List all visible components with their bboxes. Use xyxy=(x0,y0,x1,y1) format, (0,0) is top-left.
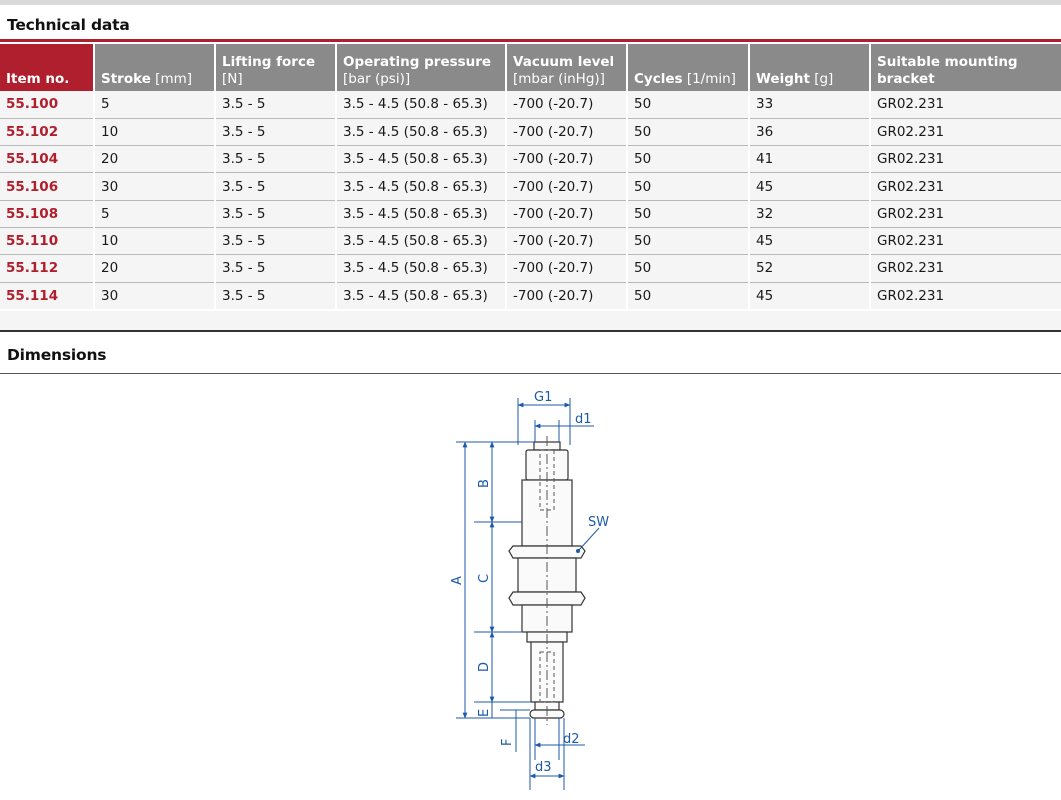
col-vacuum-level: Vacuum level [mbar (inHg)] xyxy=(506,44,627,91)
operating-pressure: 3.5 - 4.5 (50.8 - 65.3) xyxy=(336,282,506,309)
dimensions-rule xyxy=(0,373,1061,374)
cycles: 50 xyxy=(627,200,749,227)
table-row xyxy=(0,118,1061,145)
lifting-force: 3.5 - 5 xyxy=(215,146,336,173)
weight: 41 xyxy=(749,146,870,173)
cycles: 50 xyxy=(627,227,749,254)
cycles: 50 xyxy=(627,282,749,309)
lifting-force: 3.5 - 5 xyxy=(215,173,336,200)
mounting-bracket: GR02.231 xyxy=(870,146,1061,173)
table-footer-band xyxy=(0,311,1061,330)
lifting-force: 3.5 - 5 xyxy=(215,255,336,282)
stroke: 30 xyxy=(94,173,215,200)
vacuum-level: -700 (-20.7) xyxy=(506,200,627,227)
stroke: 5 xyxy=(94,200,215,227)
col-weight: Weight [g] xyxy=(749,44,870,91)
item-no: 55.108 xyxy=(0,200,94,227)
vacuum-level: -700 (-20.7) xyxy=(506,118,627,145)
mounting-bracket: GR02.231 xyxy=(870,200,1061,227)
weight: 36 xyxy=(749,118,870,145)
col-operating-pressure: Operating pressure [bar (psi)] xyxy=(336,44,506,91)
label-d: D xyxy=(477,661,492,672)
cycles: 50 xyxy=(627,255,749,282)
vacuum-level: -700 (-20.7) xyxy=(506,146,627,173)
item-no: 55.100 xyxy=(0,91,94,118)
vacuum-level: -700 (-20.7) xyxy=(506,173,627,200)
mounting-bracket: GR02.231 xyxy=(870,227,1061,254)
lifting-force: 3.5 - 5 xyxy=(215,227,336,254)
table-row xyxy=(0,282,1061,309)
table-row xyxy=(0,173,1061,200)
weight: 33 xyxy=(749,91,870,118)
operating-pressure: 3.5 - 4.5 (50.8 - 65.3) xyxy=(336,118,506,145)
mounting-bracket: GR02.231 xyxy=(870,91,1061,118)
table-row xyxy=(0,146,1061,173)
table-row xyxy=(0,227,1061,254)
technical-data-heading: Technical data xyxy=(7,16,130,34)
label-g1: G1 xyxy=(534,390,553,405)
weight: 45 xyxy=(749,173,870,200)
col-lifting-force: Lifting force [N] xyxy=(215,44,336,91)
lifting-force: 3.5 - 5 xyxy=(215,118,336,145)
vacuum-level: -700 (-20.7) xyxy=(506,282,627,309)
cycles: 50 xyxy=(627,91,749,118)
item-no: 55.110 xyxy=(0,227,94,254)
mounting-bracket: GR02.231 xyxy=(870,282,1061,309)
stroke: 5 xyxy=(94,91,215,118)
weight: 32 xyxy=(749,200,870,227)
top-rule xyxy=(0,0,1061,5)
label-c: C xyxy=(477,573,492,583)
col-mounting-bracket: Suitable mounting bracket xyxy=(870,44,1061,91)
vacuum-level: -700 (-20.7) xyxy=(506,227,627,254)
weight: 52 xyxy=(749,255,870,282)
label-a: A xyxy=(450,576,465,585)
cycles: 50 xyxy=(627,173,749,200)
section-divider xyxy=(0,330,1061,332)
weight: 45 xyxy=(749,282,870,309)
dimension-drawing xyxy=(0,376,1061,800)
label-d3: d3 xyxy=(535,760,552,775)
item-no: 55.114 xyxy=(0,282,94,309)
operating-pressure: 3.5 - 4.5 (50.8 - 65.3) xyxy=(336,200,506,227)
label-sw: SW xyxy=(588,515,610,530)
col-item-no: Item no. xyxy=(0,44,94,91)
vacuum-level: -700 (-20.7) xyxy=(506,255,627,282)
mounting-bracket: GR02.231 xyxy=(870,255,1061,282)
item-no: 55.112 xyxy=(0,255,94,282)
lifting-force: 3.5 - 5 xyxy=(215,282,336,309)
item-no: 55.104 xyxy=(0,146,94,173)
technical-data-table xyxy=(0,44,1061,309)
item-no: 55.106 xyxy=(0,173,94,200)
cycles: 50 xyxy=(627,118,749,145)
mounting-bracket: GR02.231 xyxy=(870,173,1061,200)
operating-pressure: 3.5 - 4.5 (50.8 - 65.3) xyxy=(336,173,506,200)
label-e: E xyxy=(477,708,492,717)
stroke: 30 xyxy=(94,282,215,309)
label-b: B xyxy=(477,479,492,488)
cycles: 50 xyxy=(627,146,749,173)
lifting-force: 3.5 - 5 xyxy=(215,200,336,227)
weight: 45 xyxy=(749,227,870,254)
table-row xyxy=(0,255,1061,282)
sw-leader-dot xyxy=(576,549,580,553)
col-stroke: Stroke [mm] xyxy=(94,44,215,91)
item-no: 55.102 xyxy=(0,118,94,145)
stroke: 20 xyxy=(94,146,215,173)
col-cycles: Cycles [1/min] xyxy=(627,44,749,91)
table-header-row xyxy=(0,44,1061,91)
mounting-bracket: GR02.231 xyxy=(870,118,1061,145)
stroke: 10 xyxy=(94,118,215,145)
label-d2: d2 xyxy=(563,732,580,747)
stroke: 10 xyxy=(94,227,215,254)
operating-pressure: 3.5 - 4.5 (50.8 - 65.3) xyxy=(336,227,506,254)
operating-pressure: 3.5 - 4.5 (50.8 - 65.3) xyxy=(336,255,506,282)
table-row xyxy=(0,91,1061,118)
label-d1: d1 xyxy=(575,412,592,427)
stroke: 20 xyxy=(94,255,215,282)
heading-rule xyxy=(0,39,1061,42)
label-f: F xyxy=(500,738,515,746)
lifting-force: 3.5 - 5 xyxy=(215,91,336,118)
operating-pressure: 3.5 - 4.5 (50.8 - 65.3) xyxy=(336,146,506,173)
dimensions-heading: Dimensions xyxy=(7,346,107,364)
operating-pressure: 3.5 - 4.5 (50.8 - 65.3) xyxy=(336,91,506,118)
table-row xyxy=(0,200,1061,227)
vacuum-level: -700 (-20.7) xyxy=(506,91,627,118)
